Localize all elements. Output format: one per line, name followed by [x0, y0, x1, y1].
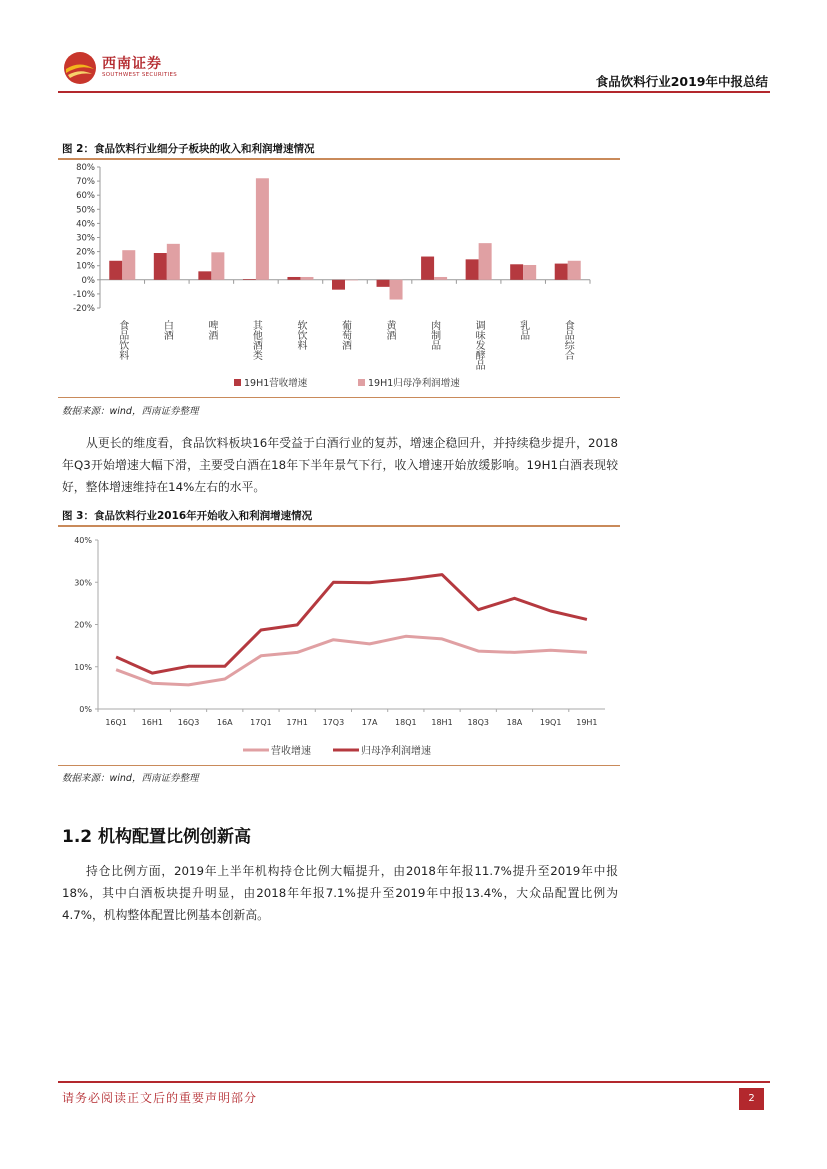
legend-label: 19H1归母净利润增速 [368, 378, 460, 389]
y-tick-label: 40% [74, 536, 92, 545]
x-tick-label: 16Q1 [105, 718, 127, 727]
x-tick-label: 18H1 [431, 718, 453, 727]
bar-revenue [287, 277, 300, 280]
section-heading: 1.2 机构配置比例创新高 [62, 827, 252, 847]
bar-revenue [555, 264, 568, 280]
x-tick-label: 16Q3 [177, 718, 200, 727]
body-paragraph-1: 从更长的维度看，食品饮料板块16年受益于白酒行业的复苏，增速企稳回升，并持续稳步提升，2018年Q3开始增速大幅下滑，主要受白酒在18年下半年景气下行，收入增速开始放缓影响。19H1白酒表现较好，整体增速维持在14%左右的水平。 [62, 436, 618, 494]
bar-revenue [198, 271, 211, 279]
x-tick-label: 17A [361, 718, 378, 727]
bar-profit [523, 265, 536, 280]
x-category-label: 肉制品 [428, 320, 440, 350]
x-category-label: 葡萄酒 [339, 320, 351, 350]
bar-revenue [466, 259, 479, 279]
bar-revenue [377, 280, 390, 287]
legend-label: 归母净利润增速 [361, 746, 431, 757]
bar-profit [345, 280, 358, 281]
bar-profit [390, 280, 403, 300]
x-tick-label: 19H1 [576, 718, 598, 727]
figure3-line-chart [58, 528, 620, 764]
y-tick-label: 60% [76, 191, 95, 202]
bar-profit [434, 277, 447, 280]
bar-profit [568, 261, 581, 280]
header-divider [58, 91, 770, 93]
bar-profit [300, 277, 313, 280]
legend-label: 19H1营收增速 [244, 378, 308, 389]
page-number: 2 [739, 1088, 764, 1110]
bar-revenue [510, 264, 523, 280]
x-tick-label: 18Q3 [467, 718, 490, 727]
figure3-top-rule [58, 525, 620, 527]
x-tick-label: 16A [216, 718, 233, 727]
bar-profit [211, 252, 224, 279]
bar-revenue [154, 253, 167, 280]
x-tick-label: 17Q1 [250, 718, 272, 727]
company-logo-icon [62, 50, 98, 86]
x-category-label: 啤酒 [205, 320, 217, 340]
figure2-bottom-rule [58, 397, 620, 398]
bar-revenue [421, 257, 434, 280]
legend-swatch [358, 379, 365, 386]
legend-swatch [234, 379, 241, 386]
x-tick-label: 17H1 [286, 718, 308, 727]
x-category-label: 其他酒类 [250, 320, 262, 360]
bar-profit [256, 178, 269, 280]
figure3-source: 数据来源：wind，西南证券整理 [62, 773, 199, 784]
bar-profit [122, 250, 135, 280]
y-tick-label: 50% [76, 205, 95, 216]
logo-text-en: SOUTHWEST SECURITIES [102, 72, 178, 78]
x-category-label: 软饮料 [294, 320, 306, 350]
y-tick-label: 70% [76, 177, 95, 188]
y-tick-label: 30% [76, 233, 95, 244]
x-category-label: 黄酒 [384, 320, 396, 340]
y-tick-label: 20% [76, 247, 95, 258]
bar-profit [479, 243, 492, 280]
bar-revenue [332, 280, 345, 290]
x-tick-label: 18Q1 [395, 718, 417, 727]
x-tick-label: 16H1 [141, 718, 163, 727]
x-tick-label: 19Q1 [539, 718, 562, 727]
y-tick-label: 10% [76, 261, 95, 272]
logo-text-cn: 西南证券 [102, 56, 162, 72]
bar-profit [167, 244, 180, 280]
x-category-label: 食品饮料 [116, 320, 128, 360]
footer-disclaimer: 请务必阅读正文后的重要声明部分 [62, 1091, 258, 1105]
y-tick-label: 80% [76, 163, 95, 173]
header-title: 食品饮料行业2019年中报总结 [595, 74, 768, 89]
figure3-title: 图 3：食品饮料行业2016年开始收入和利润增速情况 [62, 510, 313, 522]
y-tick-label: 0% [79, 705, 92, 714]
section-paragraph: 持仓比例方面，2019年上半年机构持仓比例大幅提升，由2018年年报11.7%提升至2019年中报18%，其中白酒板块提升明显，由2018年年报7.1%提升至2019年中报13.4%，大众品配置比例为4.7%，机构整体配置比例基本创新高。 [62, 864, 618, 922]
figure2-bar-chart [58, 160, 620, 396]
y-tick-label: 20% [74, 620, 92, 630]
bar-revenue [109, 261, 122, 280]
x-category-label: 白酒 [161, 320, 173, 340]
bar-revenue [243, 279, 256, 280]
y-tick-label: 0% [81, 275, 95, 286]
x-category-label: 食品综合 [562, 320, 574, 360]
figure2-title: 图 2：食品饮料行业细分子板块的收入和利润增速情况 [62, 143, 315, 155]
y-tick-label: 40% [76, 219, 95, 230]
x-tick-label: 18A [506, 718, 523, 727]
y-tick-label: 10% [74, 662, 92, 672]
x-category-label: 乳品 [517, 320, 529, 340]
y-tick-label: -10% [73, 289, 95, 300]
legend-label: 营收增速 [271, 746, 311, 757]
x-category-label: 调味发酵品 [473, 320, 485, 370]
y-tick-label: 30% [74, 578, 92, 588]
y-tick-label: -20% [73, 304, 95, 314]
x-tick-label: 17Q3 [322, 718, 345, 727]
series-line-profit [116, 575, 587, 674]
series-line-revenue [116, 636, 587, 685]
figure2-source: 数据来源：wind，西南证券整理 [62, 406, 199, 417]
footer-divider [58, 1081, 770, 1083]
figure3-bottom-rule [58, 765, 620, 766]
